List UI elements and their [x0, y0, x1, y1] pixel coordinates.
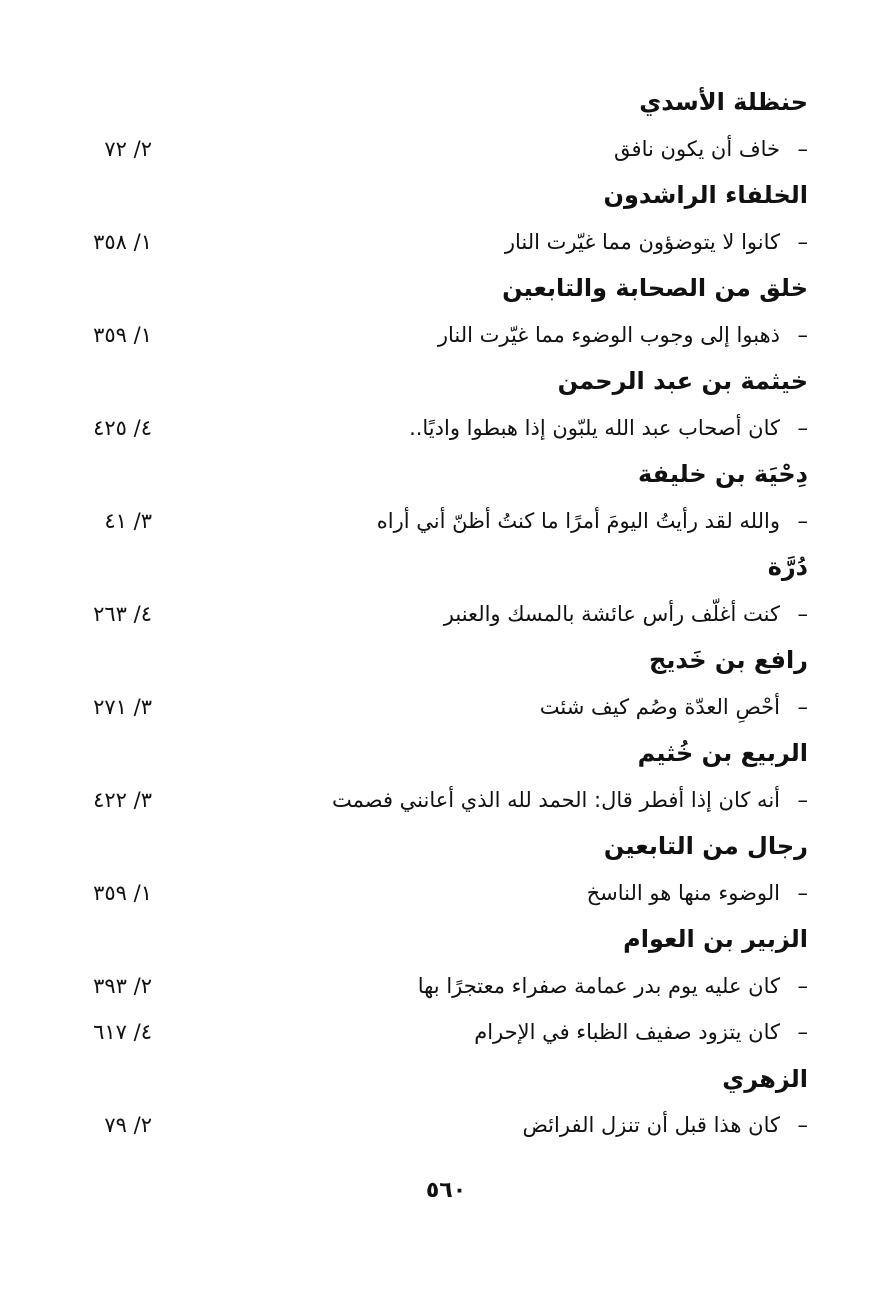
index-item: [418, 974, 808, 998]
item-reference: ٤/ ٢٦٣: [93, 601, 152, 626]
index-heading-row: [0, 1059, 892, 1106]
index-item-row: [0, 501, 892, 548]
index-item: [474, 1020, 808, 1044]
item-reference: ٣/ ٤٢٢: [93, 787, 152, 812]
index-item-row: [0, 873, 892, 920]
index-item: [614, 137, 808, 161]
index-heading-row: [0, 175, 892, 222]
index-item-row: [0, 780, 892, 827]
index-item: [505, 230, 808, 254]
index-heading: دُرَّة: [767, 553, 808, 581]
index-heading: الزبير بن العوام: [623, 925, 808, 953]
item-text: الوضوء منها هو الناسخ: [586, 880, 780, 905]
index-item-row: [0, 222, 892, 269]
index-item-row: [0, 315, 892, 362]
index-entries: [0, 82, 892, 1152]
item-dash: –: [797, 322, 808, 347]
index-item: [332, 788, 808, 812]
item-dash: –: [797, 508, 808, 533]
index-item: [540, 695, 808, 719]
index-heading-row: [0, 640, 892, 687]
index-heading: رجال من التابعين: [603, 832, 808, 860]
item-reference: ٤/ ٤٢٥: [93, 415, 152, 440]
item-text: كانوا لا يتوضؤون مما غيّرت النار: [504, 229, 780, 254]
index-item-row: [0, 408, 892, 455]
item-reference: ٤/ ٦١٧: [93, 1020, 152, 1044]
index-item: [438, 323, 808, 347]
item-reference: ١/ ٣٥٩: [93, 322, 152, 347]
index-item-row: [0, 1105, 892, 1152]
item-dash: –: [797, 1113, 808, 1137]
index-heading-row: [0, 361, 892, 408]
item-dash: –: [797, 415, 808, 440]
item-text: كان يتزود صفيف الظباء في الإحرام: [474, 1020, 780, 1044]
item-dash: –: [797, 880, 808, 905]
index-heading-row: [0, 733, 892, 780]
item-dash: –: [797, 136, 808, 161]
item-reference: ٣/ ٤١: [104, 508, 152, 533]
index-item-row: [0, 966, 892, 1013]
index-heading-row: [0, 547, 892, 594]
index-heading: الخلفاء الراشدون: [603, 181, 808, 209]
item-reference: ٣/ ٢٧١: [93, 694, 152, 719]
index-item: [522, 1113, 808, 1137]
item-dash: –: [797, 229, 808, 254]
index-heading: الزهري: [722, 1064, 808, 1093]
item-dash: –: [797, 973, 808, 998]
item-text: أنه كان إذا أفطر قال: الحمد لله الذي أعانني فصمت: [331, 787, 780, 812]
item-reference: ١/ ٣٥٩: [93, 880, 152, 905]
item-dash: –: [797, 694, 808, 719]
index-item-row: [0, 1012, 892, 1059]
item-text: كان عليه يوم بدر عمامة صفراء معتجرًا بها: [417, 973, 780, 998]
index-item-row: [0, 687, 892, 734]
index-item-row: [0, 594, 892, 641]
index-heading-row: [0, 454, 892, 501]
index-item: [444, 602, 808, 626]
item-text: كان أصحاب عبد الله يلبّون إذا هبطوا واديًا..: [409, 415, 780, 440]
item-dash: –: [797, 601, 808, 626]
item-text: كان هذا قبل أن تنزل الفرائض: [522, 1113, 780, 1137]
index-item: [377, 509, 808, 533]
index-heading-row: [0, 82, 892, 129]
index-heading-row: [0, 919, 892, 966]
index-item: [409, 416, 808, 440]
item-text: ذهبوا إلى وجوب الوضوء مما غيّرت النار: [437, 322, 780, 347]
index-heading: حنظلة الأسدي: [639, 88, 808, 116]
item-reference: ٢/ ٧٩: [104, 1113, 152, 1137]
item-text: كنت أغلّف رأس عائشة بالمسك والعنبر: [443, 601, 780, 626]
index-heading: خلق من الصحابة والتابعين: [502, 274, 808, 302]
index-heading: الربيع بن خُثيم: [637, 739, 808, 767]
page-number: ٥٦٠: [425, 1178, 467, 1203]
item-reference: ١/ ٣٥٨: [93, 229, 152, 254]
item-dash: –: [797, 787, 808, 812]
item-text: أحْصِ العدّة وصُم كيف شئت: [539, 694, 780, 719]
item-dash: –: [797, 1020, 808, 1044]
item-reference: ٢/ ٣٩٣: [93, 973, 152, 998]
item-text: والله لقد رأيتُ اليومَ أمرًا ما كنتُ أظنّ أني أراه: [376, 508, 780, 533]
index-heading: دِحْيَة بن خليفة: [637, 460, 808, 488]
index-item: [587, 881, 808, 905]
index-heading-row: [0, 826, 892, 873]
index-heading-row: [0, 268, 892, 315]
item-text: خاف أن يكون نافق: [614, 136, 780, 161]
index-heading: خيثمة بن عبد الرحمن: [557, 367, 808, 395]
index-item-row: [0, 129, 892, 176]
item-reference: ٢/ ٧٢: [104, 136, 152, 161]
index-heading: رافع بن خَديج: [649, 646, 808, 674]
